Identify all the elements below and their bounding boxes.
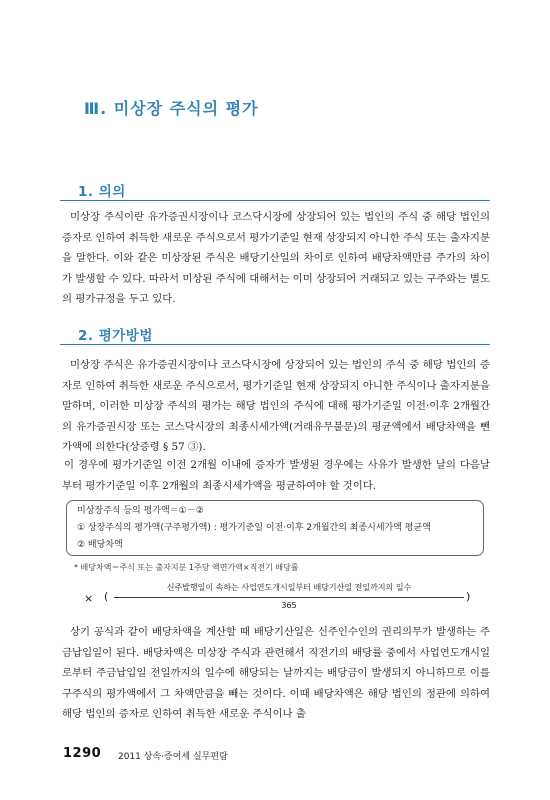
formula-line-1: 미상장주식 등의 평가액＝①－② (77, 506, 204, 516)
paren-open: ( (104, 590, 109, 603)
section-divider (60, 344, 490, 345)
fraction-denominator: 365 (281, 601, 297, 610)
page-number: 1290 (63, 746, 102, 761)
fraction-line (114, 597, 464, 598)
section1-paragraph: 미상장 주식이란 유가증권시장이나 코스닥시장에 상장되어 있는 법인의 주식 중 해당 법인의 증자로 인하여 취득한 새로운 주식으로서 평가기준일 현재 상장되지 아니한 주식 또는 출자지분을 말한다. 이와 같은 미상장된 주식은 배당기산일의 차이로 인하여 배당차액만큼 주가의 차이가 발생할 수 있다. 따라서 미상된 주식에 대해서는 이미 상장되어 거래되고 있는 구주와는 별도의 평가규정을 두고 있다. (62, 211, 490, 305)
fraction-formula (74, 580, 494, 616)
section2-paragraph-2: 이 경우에 평가기준일 이전 2개월 이내에 증자가 발생된 경우에는 사유가 발생한 날의 다음날부터 평가기준일 이후 2개월의 최종시세가액을 평균하여야 할 것이다. (62, 459, 490, 492)
dividend-difference-note: * 배당차액＝주식 또는 출자지분 1주당 액면가액×직전기 배당률 (74, 563, 299, 572)
section2-paragraph-1: 미상장 주식은 유가증권시장이나 코스닥시장에 상장되어 있는 법인의 주식 중 해당 법인의 증자로 인하여 취득한 새로운 주식으로서, 평가기준일 현재 상장되지 아니한 주식이나 출자지분을 말하며, 이러한 미상장 주식의 평가는 해당 법인의 주식에 대해 평가기준일 이전·이후 2개월간의 유가증권시장 또는 코스닥시장의 최종시세가액(거래유무불문)의 평균액에서 배당차액을 뺀 가액에 의한다(상증령 § 57 ③). (62, 359, 490, 453)
paren-close: ) (466, 590, 471, 603)
section-divider (60, 200, 490, 201)
formula-line-2: ① 상장주식의 평가액(구주평가액) : 평가기준일 이전·이후 2개월간의 최종시세가액 평균액 (77, 523, 431, 533)
section3-paragraph: 상기 공식과 같이 배당차액을 계산할 때 배당기산일은 신주인수인의 권리의무가 발생하는 주금납입일이 된다. 배당차액은 미상장 주식과 관련해서 직전기의 배당률 중에서 사업연도개시일로부터 주금납입일 전일까지의 일수에 해당되는 날까지는 배당금이 발생되지 아니하므로 이를 구주식의 평가액에서 그 차액만큼을 빼는 것이다. 이때 배당차액은 해당 법인의 정관에 의하여 해당 법인의 증자로 인하여 취득한 새로운 주식이나 출 (62, 626, 490, 720)
section-title-meaning: 1. 의의 (78, 184, 126, 200)
formula-line-3: ② 배당차액 (77, 540, 123, 550)
multiply-sign: × (84, 592, 94, 605)
formula-box (66, 500, 484, 556)
fraction-numerator: 신주발행일이 속하는 사업연도개시일부터 배당기산일 전일까지의 일수 (166, 583, 412, 592)
section-title-method: 2. 평가방법 (78, 328, 153, 344)
book-title: 2011 상속·증여세 실무편람 (118, 752, 228, 762)
chapter-title: Ⅲ. 미상장 주식의 평가 (84, 99, 259, 118)
